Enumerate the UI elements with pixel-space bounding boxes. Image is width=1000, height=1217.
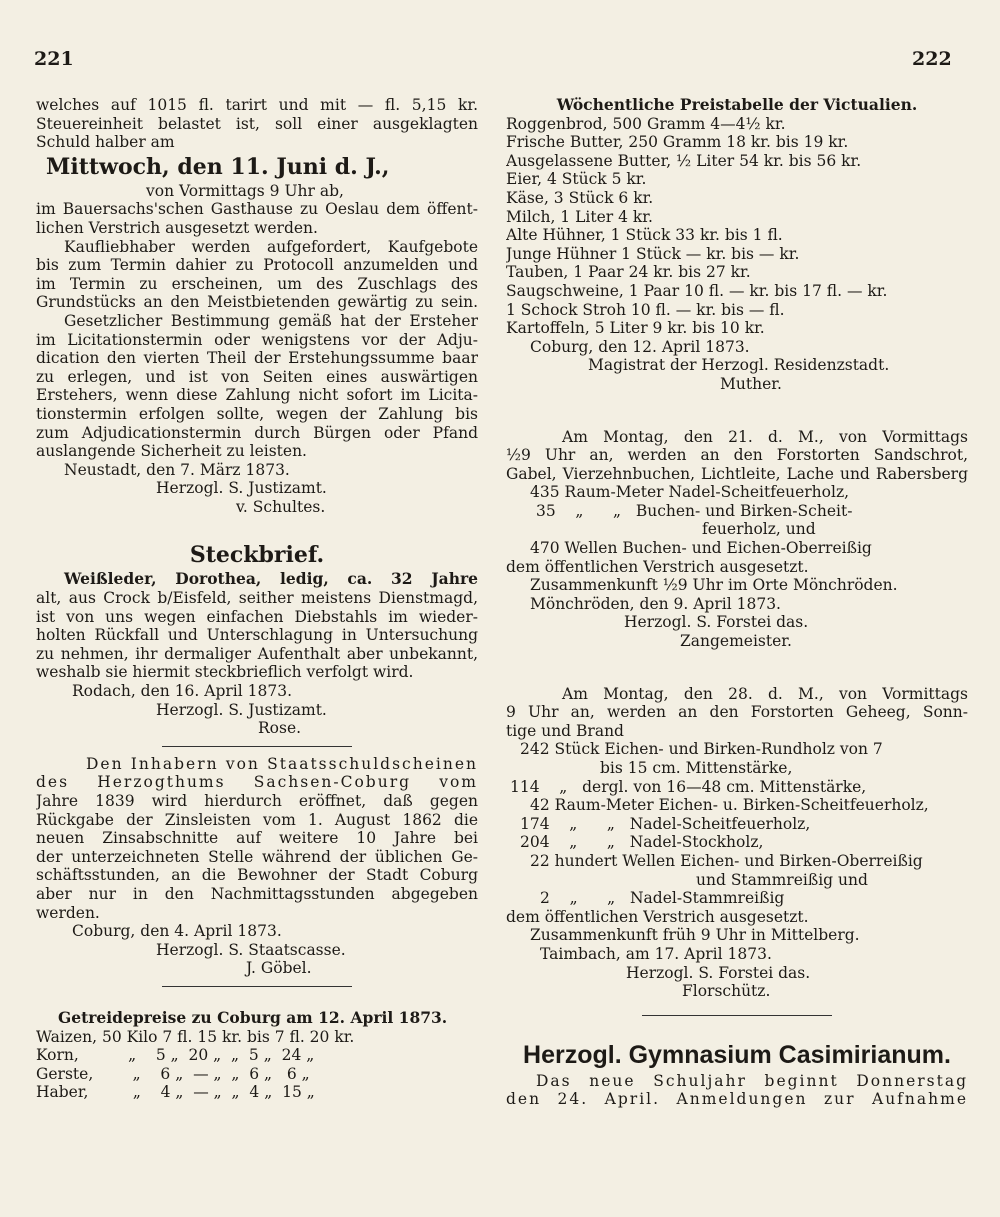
- text-line: dication den vierten Theil der Erstehungssumme baar: [36, 349, 478, 368]
- place-date: Coburg, den 12. April 1873.: [530, 337, 750, 356]
- text-line: auslangende Sicherheit zu leisten.: [36, 442, 307, 461]
- text-line: Steuereinheit belastet ist, soll einer ausgeklagten: [36, 114, 478, 133]
- text-line: der unterzeichneten Stelle während der üblichen Ge-: [36, 847, 478, 866]
- wood-row: feuerholz, und: [702, 520, 816, 539]
- price-row: Frische Butter, 250 Gramm 18 kr. bis 19 kr.: [506, 133, 849, 152]
- price-row: Saugschweine, 1 Paar 10 fl. — kr. bis 17 fl. — kr.: [506, 281, 888, 300]
- price-row: Haber, „ 4 „ — „ „ 4 „ 15 „: [36, 1083, 315, 1102]
- signature-name: Rose.: [258, 719, 302, 738]
- signature-name: J. Göbel.: [246, 959, 312, 978]
- wood-row: bis 15 cm. Mittenstärke,: [600, 759, 793, 777]
- staatsschuld-notice: [36, 755, 478, 978]
- text-line: tige und Brand: [506, 721, 624, 740]
- signature-office: Herzogl. S. Staatscasse.: [156, 940, 346, 959]
- signature-name: Zangemeister.: [680, 632, 792, 651]
- getreidepreise-table: [36, 1009, 478, 1102]
- text-line: zu nehmen, ihr dermaliger Aufenthalt aber unbekannt,: [36, 644, 478, 663]
- wood-row: 242 Stück Eichen- und Birken-Rundholz von 7: [520, 740, 883, 759]
- text-line: aber nur in den Nachmittagsstunden abgegeben werden.: [36, 884, 478, 922]
- price-row: Junge Hühner 1 Stück — kr. bis — kr.: [506, 244, 800, 263]
- text-line: schäftsstunden, an die Bewohner der Stadt Coburg: [36, 866, 478, 885]
- price-row: 1 Schock Stroh 10 fl. — kr. bis — fl.: [506, 300, 785, 319]
- price-row: Korn, „ 5 „ 20 „ „ 5 „ 24 „: [36, 1046, 315, 1065]
- signature-office: Magistrat der Herzogl. Residenzstadt.: [588, 356, 890, 375]
- page-number-right: 222: [912, 48, 952, 70]
- text-line: weshalb sie hiermit steckbrieflich verfolgt wird.: [36, 663, 414, 682]
- signature-office: Herzogl. S. Forstei das.: [626, 963, 811, 982]
- text-line: Jahre 1839 wird hierdurch eröffnet, daß gegen: [36, 792, 478, 810]
- gymnasium-heading: Herzogl. Gymnasium Casimirianum.: [523, 1040, 951, 1069]
- text-line: Den Inhabern von Staatsschuldscheinen: [86, 754, 478, 773]
- text-line: Erstehers, wenn diese Zahlung nicht sofort im Licita-: [36, 386, 478, 405]
- place-date: Neustadt, den 7. März 1873.: [64, 460, 290, 479]
- text-line: welches auf 1015 fl. tarirt und mit — fl. 5,15 kr.: [36, 96, 478, 114]
- steckbrief-notice: [36, 570, 478, 737]
- text-line: Rückgabe der Zinsleisten vom 1. August 1862 die: [36, 810, 478, 829]
- text-line: Kaufliebhaber werden aufgefordert, Kaufgebote: [64, 237, 478, 256]
- forst-notice-1: [506, 428, 968, 651]
- text-line: Zusammenkunft ½9 Uhr im Orte Mönchröden.: [530, 576, 898, 595]
- text-line: im Bauersachs'schen Gasthause zu Oeslau dem öffent-: [36, 200, 478, 219]
- text-line: zu erlegen, und ist von Seiten eines auswärtigen: [36, 367, 478, 386]
- divider: [642, 1015, 832, 1016]
- text-line: alt, aus Crock b/Eisfeld, seither meistens Dienstmagd,: [36, 589, 478, 608]
- text-line: von Vormittags 9 Uhr ab,: [146, 181, 344, 200]
- text-line: bis zum Termin dahier zu Protocoll anzumelden und: [36, 256, 478, 275]
- signature-office: Herzogl. S. Forstei das.: [624, 613, 809, 632]
- signature-name: v. Schultes.: [236, 497, 326, 516]
- price-row: Roggenbrod, 500 Gramm 4—4½ kr.: [506, 114, 786, 133]
- price-row: Milch, 1 Liter 4 kr.: [506, 207, 653, 226]
- text-line: ½9 Uhr an, werden an den Forstorten Sandschrot,: [506, 446, 968, 465]
- divider: [162, 746, 352, 747]
- price-row: Kartoffeln, 5 Liter 9 kr. bis 10 kr.: [506, 319, 765, 338]
- text-line: Gesetzlicher Bestimmung gemäß hat der Ersteher: [64, 311, 478, 330]
- text-line: Am Montag, den 21. d. M., von Vormittags: [562, 427, 968, 446]
- text-line: Das neue Schuljahr beginnt Donnerstag: [536, 1071, 968, 1090]
- text-line: ist von uns wegen einfachen Diebstahls im wieder-: [36, 607, 478, 626]
- text-line: Grundstücks an den Meistbietenden gewärtig zu sein.: [36, 293, 478, 312]
- page-number-left: 221: [34, 48, 74, 70]
- signature-name: Florschütz.: [682, 982, 771, 1001]
- wood-row: 42 Raum-Meter Eichen- u. Birken-Scheitfeuerholz,: [530, 796, 929, 815]
- price-row: Alte Hühner, 1 Stück 33 kr. bis 1 fl.: [506, 226, 783, 245]
- text-line: lichen Verstrich ausgesetzt werden.: [36, 218, 318, 237]
- text-line: 9 Uhr an, werden an den Forstorten Geheeg, Sonn-: [506, 703, 968, 722]
- wood-row: 470 Wellen Buchen- und Eichen-Oberreißig: [530, 539, 872, 558]
- text-line: Schuld halber am: [36, 133, 175, 152]
- text-line: dem öffentlichen Verstrich ausgesetzt.: [506, 907, 809, 926]
- price-row: Tauben, 1 Paar 24 kr. bis 27 kr.: [506, 263, 751, 282]
- signature-office: Herzogl. S. Justizamt.: [156, 479, 327, 498]
- signature-name: Muther.: [720, 374, 782, 393]
- text-line: im Termin zu erscheinen, um des Zuschlags des: [36, 274, 478, 293]
- auction-notice: [36, 96, 478, 516]
- text-line: den 24. April. Anmeldungen zur Aufnahme: [506, 1090, 968, 1109]
- auction-date-heading: Mittwoch, den 11. Juni d. J.,: [46, 153, 390, 180]
- place-date: Rodach, den 16. April 1873.: [72, 682, 293, 701]
- text-line: des Herzogthums Sachsen-Coburg vom: [36, 773, 478, 792]
- right-column: [506, 96, 968, 1109]
- place-date: Taimbach, am 17. April 1873.: [540, 944, 772, 963]
- text-line: neuen Zinsabschnitte auf weitere 10 Jahre bei: [36, 829, 478, 848]
- place-date: Coburg, den 4. April 1873.: [72, 922, 282, 941]
- price-row: Eier, 4 Stück 5 kr.: [506, 170, 647, 189]
- getreidepreise-heading: Getreidepreise zu Coburg am 12. April 1873.: [58, 1008, 448, 1027]
- wood-row: 22 hundert Wellen Eichen- und Birken-Oberreißig: [530, 851, 923, 870]
- wood-row: 204 „ „ Nadel-Stockholz,: [520, 833, 764, 852]
- text-line: zum Adjudicationstermin durch Bürgen oder Pfand: [36, 423, 478, 442]
- wood-row: 114 „ dergl. von 16—48 cm. Mittenstärke,: [510, 777, 867, 796]
- text-line: tionstermin erfolgen sollte, wegen der Zahlung bis: [36, 404, 478, 423]
- text-line: holten Rückfall und Unterschlagung in Untersuchung: [36, 626, 478, 645]
- text-line: Am Montag, den 28. d. M., von Vormittags: [562, 684, 968, 703]
- price-row: Ausgelassene Butter, ½ Liter 54 kr. bis 56 kr.: [506, 151, 862, 170]
- preistabelle: [506, 96, 968, 394]
- price-row: Gerste, „ 6 „ — „ „ 6 „ 6 „: [36, 1064, 310, 1083]
- steckbrief-heading: Steckbrief.: [189, 542, 325, 569]
- text-line: im Licitationstermin oder wenigstens vor der Adju-: [36, 330, 478, 349]
- forst-notice-2: [506, 685, 968, 1001]
- divider: [162, 986, 352, 987]
- place-date: Mönchröden, den 9. April 1873.: [530, 594, 781, 613]
- wood-row: 2 „ „ Nadel-Stammreißig: [540, 889, 785, 908]
- wood-row: 174 „ „ Nadel-Scheitfeuerholz,: [520, 814, 811, 833]
- text-line: Gabel, Vierzehnbuchen, Lichtleite, Lache und Rabersberg: [506, 464, 968, 483]
- wood-row: und Stammreißig und: [696, 870, 868, 889]
- wood-row: 435 Raum-Meter Nadel-Scheitfeuerholz,: [530, 483, 850, 502]
- signature-office: Herzogl. S. Justizamt.: [156, 700, 327, 719]
- preistabelle-heading: Wöchentliche Preistabelle der Victualien.: [556, 96, 918, 114]
- left-column: [36, 96, 478, 1102]
- text-line: dem öffentlichen Verstrich ausgesetzt.: [506, 557, 809, 576]
- gymnasium-notice: [506, 1038, 968, 1109]
- wood-row: 35 „ „ Buchen- und Birken-Scheit-: [536, 501, 853, 520]
- price-row: Käse, 3 Stück 6 kr.: [506, 188, 654, 207]
- price-row: Waizen, 50 Kilo 7 fl. 15 kr. bis 7 fl. 20 kr.: [36, 1027, 355, 1046]
- text-line: Weißleder, Dorothea, ledig, ca. 32 Jahre: [64, 570, 478, 589]
- text-line: Zusammenkunft früh 9 Uhr in Mittelberg.: [530, 926, 860, 945]
